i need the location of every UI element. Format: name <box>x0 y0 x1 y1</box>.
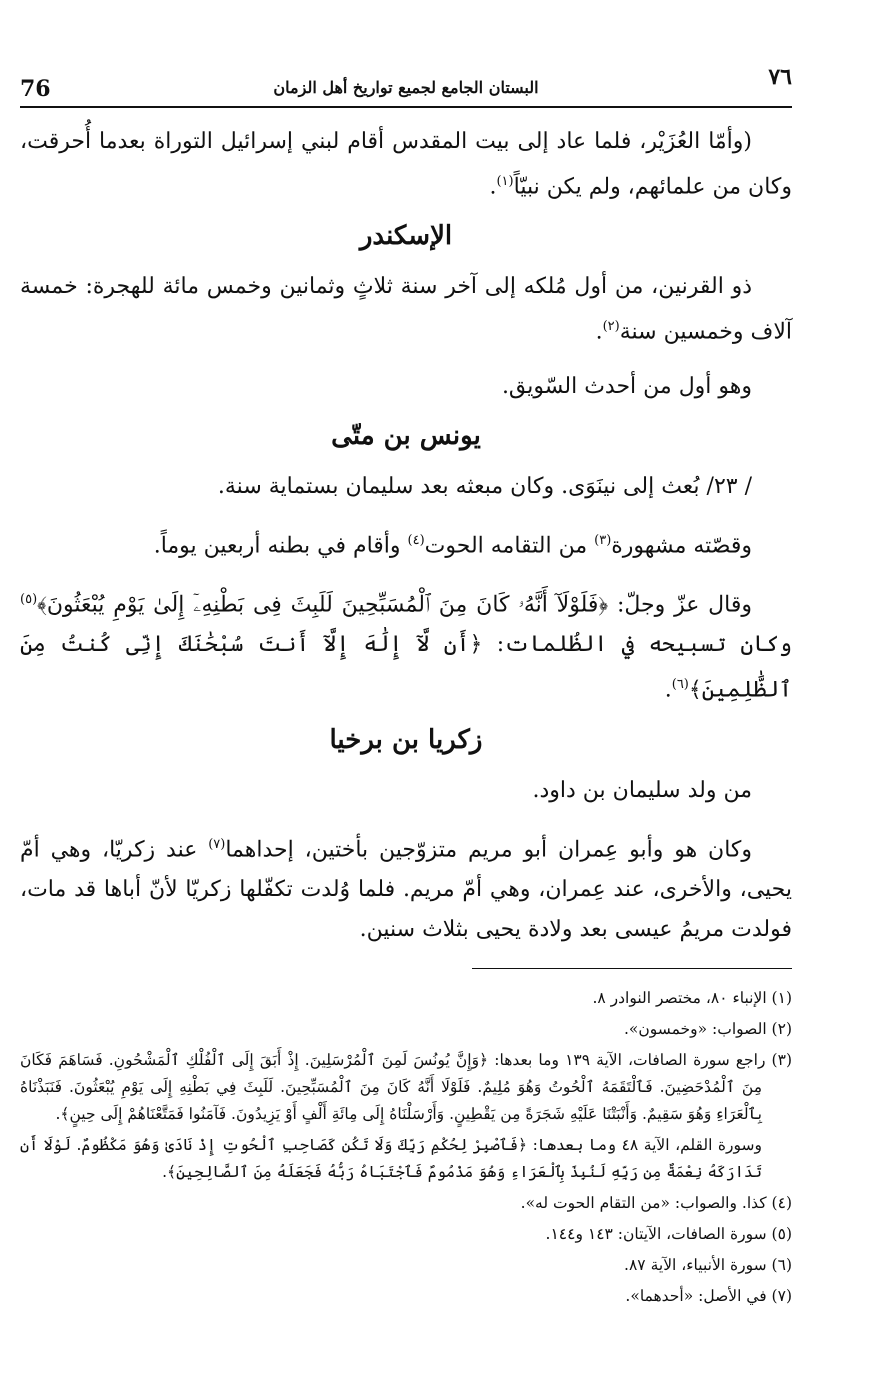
paragraph-text: (وأمّا العُزَيْر، فلما عاد إلى بيت المقدس أقام لبني إسرائيل التوراة بعدما أُحرقت، وكان من علمائهم، ولم يكن نبيّاً <box>20 129 792 200</box>
paragraph-maryam <box>20 825 792 950</box>
running-title: البستان الجامع لجميع تواريخ أهل الزمان <box>273 78 539 97</box>
paragraph-end: . <box>489 174 497 200</box>
paragraph-text: وأقام في بطنه أربعين يوماً. <box>153 532 408 558</box>
paragraph-ninawa: / ٢٣/ بُعث إلى نينَوَى. وكان مبعثه بعد سليمان بستماية سنة. <box>217 473 752 499</box>
paragraph-alexander <box>20 267 792 352</box>
footnote-ref[interactable]: (٣) <box>594 532 612 548</box>
paragraph-text: وقصّته مشهورة <box>611 532 752 558</box>
paragraph-whale <box>20 521 792 566</box>
paragraph-uzayr <box>20 122 792 207</box>
section-heading-zakariya: زكريا بن برخيا <box>329 724 483 755</box>
footnote-ref[interactable]: (٥) <box>20 591 38 607</box>
section-heading-yunus: يونس بن متّى <box>331 420 481 451</box>
footnote-2: (٢) الصواب: «وخمسون». <box>623 1019 792 1038</box>
footnote-ref[interactable]: (١) <box>496 174 514 189</box>
paragraph-text: من التقامه الحوت <box>424 532 595 558</box>
footnote-6: (٦) سورة الأنبياء، الآية ٨٧. <box>624 1255 792 1274</box>
page-content <box>20 122 792 1314</box>
page-number-latin: 76 <box>20 76 51 102</box>
paragraph-text: عند زكريّا، وهي أمّ يحيى، والأخرى، عند عِمران، وهي أمّ مريم. فلما وُلدت تكفّلها زكريّا لأنّ أباها قد مات، فولدت مريمُ عيسى بعد ولادة يحيى بثلاث سنين. <box>20 836 792 942</box>
paragraph-end: . <box>664 677 672 703</box>
footnote-3: (٣) راجع سورة الصافات، الآية ١٣٩ وما بعدها: ﴿وَإِنَّ يُونُسَ لَمِنَ ٱلْمُرْسَلِينَ. إِذْ أَبَقَ إِلَى ٱلْفُلْكِ ٱلْمَشْحُونِ. فَسَاهَمَ فَكَانَ مِنَ ٱلْمُدْحَضِينَ. فَٱلْتَقَمَهُ ٱلْحُوتُ وَهُوَ مُلِيمٌ. فَلَوْلَا أَنَّهُ كَانَ مِنَ ٱلْمُسَبِّحِينَ. لَلَبِثَ فِي بَطْنِهِ إِلَى يَوْمِ يُبْعَثُونَ. فَنَبَذْنَاهُ بِٱلْعَرَاءِ وَهُوَ سَقِيمٌ. وَأَنْبَتْنَا عَلَيْهِ شَجَرَةً مِن يَقْطِينٍ. وَأَرْسَلْنَاهُ إِلَى مِائَةِ أَلْفٍ أَوْ يَزِيدُونَ. فَآمَنُوا فَمَتَّعْنَاهُمْ إِلَى حِينٍ﴾. <box>20 1050 792 1123</box>
paragraph-end: . <box>595 319 603 345</box>
footnote-4: (٤) كذا. والصواب: «من التقام الحوت له». <box>520 1193 792 1212</box>
section-heading-alexander: الإسكندر <box>359 221 453 252</box>
quran-quote: وكان تسبيحه في الظُلمات: ﴿أَن لَّآ إِلَٰهَ إِلَّآ أَنتَ سُبْحَٰنَكَ إِنِّى كُنتُ مِنَ ٱلظَّٰلِمِينَ﴾ <box>20 632 792 703</box>
quran-quote: وقال عزّ وجلّ: ﴿فَلَوْلَآ أَنَّهُۥ كَانَ مِنَ ٱلْمُسَبِّحِينَ لَلَبِثَ فِى بَطْنِهِۦٓ إِلَىٰ يَوْمِ يُبْعَثُونَ﴾ <box>37 592 752 618</box>
page-header <box>20 60 792 108</box>
footnote-ref[interactable]: (٦) <box>671 677 689 693</box>
footnote-divider <box>472 968 792 969</box>
footnote-ref[interactable]: (٧) <box>208 836 226 852</box>
header-rule <box>20 106 792 108</box>
paragraph-text: ذو القرنين، من أول مُلكه إلى آخر سنة ثلاثٍ وثمانين وخمس مائة للهجرة: خمسة آلاف وخمسين سنة <box>20 274 792 345</box>
footnote-5: (٥) سورة الصافات، الآيتان: ١٤٣ و١٤٤. <box>545 1224 792 1243</box>
paragraph-sawiq: وهو أول من أحدث السّويق. <box>501 373 752 399</box>
paragraph-lineage: من ولد سليمان بن داود. <box>532 777 752 803</box>
footnote-ref[interactable]: (٢) <box>602 319 620 335</box>
footnote-7: (٧) في الأصل: «أحدهما». <box>625 1286 792 1305</box>
paragraph-quran-verse <box>20 580 792 711</box>
footnote-1: (١) الإنباء ٨٠، مختصر النوادر ٨. <box>592 988 792 1007</box>
paragraph-text: وكان هو وأبو عِمران أبو مريم متزوّجين بأختين، إحداهما <box>225 836 752 862</box>
footnote-ref[interactable]: (٤) <box>407 532 425 548</box>
footnotes <box>20 985 792 1310</box>
footnote-3-continued: وسورة القلم، الآية ٤٨ وما بعدها: ﴿فَٱصْبِرْ لِحُكْمِ رَبِّكَ وَلَا تَكُن كَصَاحِبِ ٱلْحُوتِ إِذْ نَادَىٰ وَهُوَ مَكْظُومٌ. لَوْلَا أَن تَدَارَكَهُ نِعْمَةٌ مِن رَبِّهِ لَنُبِذَ بِٱلْعَرَاءِ وَهُوَ مَذْمُومٌ فَٱجْتَبَاهُ رَبُّهُ فَجَعَلَهُ مِنَ ٱلصَّالِحِينَ﴾. <box>20 1135 762 1181</box>
page-number-arabic: ٧٦ <box>768 64 792 90</box>
